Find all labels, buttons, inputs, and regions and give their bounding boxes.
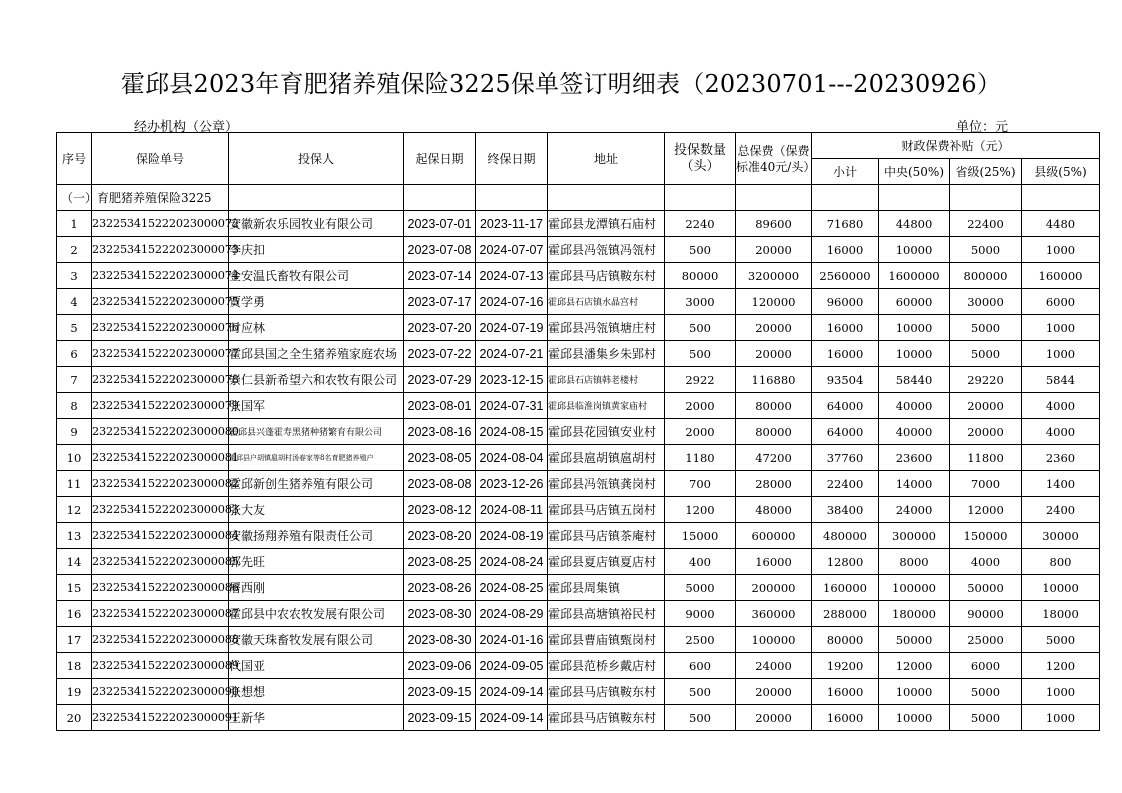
row-subtotal: 480000 [812, 523, 879, 549]
header-seq: 序号 [57, 133, 92, 185]
row-county: 5844 [1022, 367, 1100, 393]
row-subtotal: 16000 [812, 315, 879, 341]
row-subtotal: 64000 [812, 393, 879, 419]
row-address: 霍邱县冯瓴镇龚岗村 [548, 471, 665, 497]
row-subtotal: 38400 [812, 497, 879, 523]
row-start-date: 2023-08-25 [404, 549, 476, 575]
header-quantity: 投保数量（头） [665, 133, 736, 185]
row-start-date: 2023-07-14 [404, 263, 476, 289]
row-end-date: 2023-12-15 [476, 367, 548, 393]
table-row [57, 393, 1100, 419]
row-county: 1000 [1022, 679, 1100, 705]
table-row [57, 601, 1100, 627]
row-address: 霍邱县周集镇 [548, 575, 665, 601]
row-quantity: 500 [665, 341, 736, 367]
row-address: 霍邱县高塘镇裕民村 [548, 601, 665, 627]
row-quantity: 2000 [665, 393, 736, 419]
row-start-date: 2023-08-26 [404, 575, 476, 601]
table-row [57, 679, 1100, 705]
row-province: 6000 [950, 653, 1022, 679]
policy-table [56, 132, 1100, 731]
row-total-premium: 28000 [736, 471, 812, 497]
section-row [57, 185, 1100, 211]
row-end-date: 2024-08-29 [476, 601, 548, 627]
table-row [57, 471, 1100, 497]
row-seq: 20 [57, 705, 92, 731]
row-insured: 张想想 [229, 679, 404, 705]
table-row [57, 315, 1100, 341]
header-province: 省级(25%) [950, 159, 1022, 185]
row-end-date: 2024-07-13 [476, 263, 548, 289]
row-county: 10000 [1022, 575, 1100, 601]
row-start-date: 2023-08-08 [404, 471, 476, 497]
row-end-date: 2024-07-19 [476, 315, 548, 341]
row-policy-no: 232253415222023000089 [92, 653, 229, 679]
row-seq: 11 [57, 471, 92, 497]
row-end-date: 2024-08-24 [476, 549, 548, 575]
row-policy-no: 232253415222023000091 [92, 705, 229, 731]
row-central: 10000 [879, 705, 950, 731]
row-total-premium: 20000 [736, 705, 812, 731]
row-quantity: 600 [665, 653, 736, 679]
row-insured: 霍邱县中农农牧发展有限公司 [229, 601, 404, 627]
row-seq: 13 [57, 523, 92, 549]
header-policy-no: 保险单号 [92, 133, 229, 185]
row-county: 30000 [1022, 523, 1100, 549]
row-province: 11800 [950, 445, 1022, 471]
row-seq: 7 [57, 367, 92, 393]
row-insured: 张国军 [229, 393, 404, 419]
row-subtotal: 16000 [812, 237, 879, 263]
row-address: 霍邱县马店镇茶庵村 [548, 523, 665, 549]
row-total-premium: 120000 [736, 289, 812, 315]
row-end-date: 2023-11-17 [476, 211, 548, 237]
header-start-date: 起保日期 [404, 133, 476, 185]
header-subtotal: 小计 [812, 159, 879, 185]
row-end-date: 2024-07-07 [476, 237, 548, 263]
row-central: 10000 [879, 315, 950, 341]
row-quantity: 500 [665, 679, 736, 705]
row-central: 40000 [879, 393, 950, 419]
row-insured: 代国亚 [229, 653, 404, 679]
row-end-date: 2024-07-21 [476, 341, 548, 367]
table-row [57, 445, 1100, 471]
row-total-premium: 48000 [736, 497, 812, 523]
row-central: 60000 [879, 289, 950, 315]
row-county: 4000 [1022, 419, 1100, 445]
header-end-date: 终保日期 [476, 133, 548, 185]
row-policy-no: 232253415222023000073 [92, 237, 229, 263]
row-central: 10000 [879, 679, 950, 705]
row-county: 2400 [1022, 497, 1100, 523]
row-quantity: 400 [665, 549, 736, 575]
row-start-date: 2023-08-20 [404, 523, 476, 549]
row-start-date: 2023-07-29 [404, 367, 476, 393]
row-end-date: 2024-01-16 [476, 627, 548, 653]
row-insured: 张大友 [229, 497, 404, 523]
header-total-premium: 总保费（保费标准40元/头） [736, 133, 812, 185]
row-central: 58440 [879, 367, 950, 393]
row-quantity: 80000 [665, 263, 736, 289]
row-seq: 5 [57, 315, 92, 341]
row-central: 44800 [879, 211, 950, 237]
row-quantity: 15000 [665, 523, 736, 549]
row-insured: 李庆扣 [229, 237, 404, 263]
row-quantity: 3000 [665, 289, 736, 315]
unit-label: 单位：元 [956, 120, 1009, 135]
row-end-date: 2024-09-14 [476, 705, 548, 731]
row-province: 30000 [950, 289, 1022, 315]
row-insured: 霍邱县户胡镇扈胡村汤春家等8名育肥猪养殖户 [229, 445, 404, 471]
row-insured: 金安温氏畜牧有限公司 [229, 263, 404, 289]
row-seq: 14 [57, 549, 92, 575]
row-policy-no: 232253415222023000083 [92, 497, 229, 523]
row-end-date: 2024-08-15 [476, 419, 548, 445]
row-seq: 4 [57, 289, 92, 315]
row-county: 18000 [1022, 601, 1100, 627]
row-insured: 霍邱县国之全生猪养殖家庭农场 [229, 341, 404, 367]
row-subtotal: 93504 [812, 367, 879, 393]
row-address: 霍邱县曹庙镇甄岗村 [548, 627, 665, 653]
row-insured: 贾学勇 [229, 289, 404, 315]
row-policy-no: 232253415222023000082 [92, 471, 229, 497]
row-province: 5000 [950, 705, 1022, 731]
row-quantity: 2922 [665, 367, 736, 393]
row-total-premium: 16000 [736, 549, 812, 575]
row-province: 20000 [950, 393, 1022, 419]
row-address: 霍邱县石店镇韩老楼村 [548, 367, 665, 393]
row-province: 5000 [950, 679, 1022, 705]
row-start-date: 2023-07-01 [404, 211, 476, 237]
row-province: 5000 [950, 341, 1022, 367]
row-quantity: 500 [665, 315, 736, 341]
row-insured: 王新华 [229, 705, 404, 731]
row-total-premium: 24000 [736, 653, 812, 679]
row-seq: 1 [57, 211, 92, 237]
row-subtotal: 16000 [812, 679, 879, 705]
row-seq: 8 [57, 393, 92, 419]
row-county: 800 [1022, 549, 1100, 575]
row-address: 霍邱县临淮岗镇黄家庙村 [548, 393, 665, 419]
row-end-date: 2024-08-19 [476, 523, 548, 549]
row-central: 300000 [879, 523, 950, 549]
row-province: 29220 [950, 367, 1022, 393]
row-seq: 15 [57, 575, 92, 601]
row-quantity: 700 [665, 471, 736, 497]
table-row [57, 419, 1100, 445]
row-seq: 2 [57, 237, 92, 263]
row-total-premium: 80000 [736, 419, 812, 445]
row-address: 霍邱县龙潭镇石庙村 [548, 211, 665, 237]
row-end-date: 2024-08-04 [476, 445, 548, 471]
row-seq: 16 [57, 601, 92, 627]
row-province: 150000 [950, 523, 1022, 549]
row-insured: 霍邱新创生猪养殖有限公司 [229, 471, 404, 497]
row-total-premium: 600000 [736, 523, 812, 549]
section-label: （一）育肥猪养殖保险3225 [57, 185, 92, 211]
row-subtotal: 71680 [812, 211, 879, 237]
row-subtotal: 160000 [812, 575, 879, 601]
header-county: 县级(5%) [1022, 159, 1100, 185]
header-address: 地址 [548, 133, 665, 185]
row-seq: 6 [57, 341, 92, 367]
row-end-date: 2024-08-11 [476, 497, 548, 523]
row-seq: 18 [57, 653, 92, 679]
row-start-date: 2023-08-05 [404, 445, 476, 471]
row-start-date: 2023-08-30 [404, 601, 476, 627]
row-end-date: 2024-09-14 [476, 679, 548, 705]
row-subtotal: 22400 [812, 471, 879, 497]
row-policy-no: 232253415222023000088 [92, 627, 229, 653]
row-address: 霍邱县花园镇安业村 [548, 419, 665, 445]
row-quantity: 1180 [665, 445, 736, 471]
row-insured: 安徽扬翔养殖有限责任公司 [229, 523, 404, 549]
row-start-date: 2023-09-06 [404, 653, 476, 679]
row-province: 20000 [950, 419, 1022, 445]
row-province: 25000 [950, 627, 1022, 653]
table-row [57, 263, 1100, 289]
row-insured: 霍邱县兴蓬霍寿黑猪种猪繁育有限公司 [229, 419, 404, 445]
row-end-date: 2024-07-16 [476, 289, 548, 315]
table-row [57, 237, 1100, 263]
row-total-premium: 20000 [736, 315, 812, 341]
row-subtotal: 16000 [812, 341, 879, 367]
row-total-premium: 20000 [736, 679, 812, 705]
org-label: 经办机构（公章） [134, 120, 239, 135]
row-start-date: 2023-09-15 [404, 679, 476, 705]
row-quantity: 5000 [665, 575, 736, 601]
row-total-premium: 89600 [736, 211, 812, 237]
row-subtotal: 2560000 [812, 263, 879, 289]
row-quantity: 2000 [665, 419, 736, 445]
row-start-date: 2023-08-16 [404, 419, 476, 445]
row-subtotal: 12800 [812, 549, 879, 575]
row-policy-no: 232253415222023000086 [92, 575, 229, 601]
row-subtotal: 19200 [812, 653, 879, 679]
row-county: 1000 [1022, 341, 1100, 367]
row-county: 1000 [1022, 705, 1100, 731]
row-insured: 屠西刚 [229, 575, 404, 601]
row-policy-no: 232253415222023000072 [92, 211, 229, 237]
row-central: 40000 [879, 419, 950, 445]
row-address: 霍邱县扈胡镇扈胡村 [548, 445, 665, 471]
row-start-date: 2023-07-22 [404, 341, 476, 367]
row-total-premium: 116880 [736, 367, 812, 393]
row-total-premium: 20000 [736, 341, 812, 367]
table-row [57, 497, 1100, 523]
row-subtotal: 16000 [812, 705, 879, 731]
row-county: 1200 [1022, 653, 1100, 679]
row-policy-no: 232253415222023000085 [92, 549, 229, 575]
header-insured: 投保人 [229, 133, 404, 185]
table-row [57, 523, 1100, 549]
row-start-date: 2023-08-01 [404, 393, 476, 419]
row-province: 90000 [950, 601, 1022, 627]
row-province: 12000 [950, 497, 1022, 523]
row-start-date: 2023-07-17 [404, 289, 476, 315]
row-address: 霍邱县冯瓴镇冯瓴村 [548, 237, 665, 263]
table-row [57, 653, 1100, 679]
table-row [57, 549, 1100, 575]
row-province: 5000 [950, 315, 1022, 341]
row-central: 50000 [879, 627, 950, 653]
row-address: 霍邱县马店镇五岗村 [548, 497, 665, 523]
row-seq: 12 [57, 497, 92, 523]
row-start-date: 2023-08-30 [404, 627, 476, 653]
row-end-date: 2023-12-26 [476, 471, 548, 497]
row-policy-no: 232253415222023000077 [92, 341, 229, 367]
row-subtotal: 37760 [812, 445, 879, 471]
row-central: 180000 [879, 601, 950, 627]
row-central: 23600 [879, 445, 950, 471]
row-province: 800000 [950, 263, 1022, 289]
row-county: 160000 [1022, 263, 1100, 289]
row-seq: 19 [57, 679, 92, 705]
row-policy-no: 232253415222023000075 [92, 289, 229, 315]
row-county: 1400 [1022, 471, 1100, 497]
document-title: 霍邱县2023年育肥猪养殖保险3225保单签订明细表（20230701---20230926） [120, 70, 1002, 98]
row-central: 14000 [879, 471, 950, 497]
row-start-date: 2023-08-12 [404, 497, 476, 523]
row-address: 霍邱县范桥乡戴店村 [548, 653, 665, 679]
row-county: 6000 [1022, 289, 1100, 315]
row-county: 4000 [1022, 393, 1100, 419]
row-policy-no: 232253415222023000087 [92, 601, 229, 627]
row-insured: 郭先旺 [229, 549, 404, 575]
row-total-premium: 200000 [736, 575, 812, 601]
header-row-1 [57, 133, 1100, 159]
row-county: 1000 [1022, 237, 1100, 263]
row-start-date: 2023-09-15 [404, 705, 476, 731]
row-quantity: 500 [665, 705, 736, 731]
row-county: 1000 [1022, 315, 1100, 341]
row-county: 4480 [1022, 211, 1100, 237]
row-quantity: 2500 [665, 627, 736, 653]
row-central: 10000 [879, 237, 950, 263]
row-subtotal: 96000 [812, 289, 879, 315]
table-row [57, 575, 1100, 601]
row-address: 霍邱县夏店镇夏店村 [548, 549, 665, 575]
row-address: 霍邱县冯瓴镇塘庄村 [548, 315, 665, 341]
row-policy-no: 232253415222023000074 [92, 263, 229, 289]
row-central: 12000 [879, 653, 950, 679]
table-row [57, 367, 1100, 393]
row-policy-no: 232253415222023000090 [92, 679, 229, 705]
header-central: 中央(50%) [879, 159, 950, 185]
row-seq: 17 [57, 627, 92, 653]
table-row [57, 705, 1100, 731]
row-seq: 3 [57, 263, 92, 289]
table-row [57, 211, 1100, 237]
row-total-premium: 360000 [736, 601, 812, 627]
row-total-premium: 3200000 [736, 263, 812, 289]
table-row [57, 627, 1100, 653]
row-province: 50000 [950, 575, 1022, 601]
row-total-premium: 100000 [736, 627, 812, 653]
row-address: 霍邱县马店镇鞍东村 [548, 705, 665, 731]
row-address: 霍邱县石店镇水晶宫村 [548, 289, 665, 315]
table-row [57, 289, 1100, 315]
row-end-date: 2024-09-05 [476, 653, 548, 679]
row-quantity: 1200 [665, 497, 736, 523]
row-quantity: 500 [665, 237, 736, 263]
row-address: 霍邱县潘集乡朱郢村 [548, 341, 665, 367]
row-subtotal: 288000 [812, 601, 879, 627]
row-total-premium: 47200 [736, 445, 812, 471]
row-subtotal: 64000 [812, 419, 879, 445]
row-province: 5000 [950, 237, 1022, 263]
row-county: 2360 [1022, 445, 1100, 471]
row-central: 24000 [879, 497, 950, 523]
row-total-premium: 20000 [736, 237, 812, 263]
table-row [57, 341, 1100, 367]
row-quantity: 9000 [665, 601, 736, 627]
row-central: 10000 [879, 341, 950, 367]
row-start-date: 2023-07-08 [404, 237, 476, 263]
row-subtotal: 80000 [812, 627, 879, 653]
row-county: 5000 [1022, 627, 1100, 653]
row-insured: 安徽天珠畜牧发展有限公司 [229, 627, 404, 653]
row-insured: 安徽新农乐园牧业有限公司 [229, 211, 404, 237]
row-policy-no: 232253415222023000081 [92, 445, 229, 471]
row-province: 22400 [950, 211, 1022, 237]
row-central: 100000 [879, 575, 950, 601]
row-policy-no: 232253415222023000078 [92, 367, 229, 393]
row-central: 8000 [879, 549, 950, 575]
row-central: 1600000 [879, 263, 950, 289]
row-province: 4000 [950, 549, 1022, 575]
row-end-date: 2024-07-31 [476, 393, 548, 419]
row-quantity: 2240 [665, 211, 736, 237]
row-address: 霍邱县马店镇鞍东村 [548, 263, 665, 289]
row-end-date: 2024-08-25 [476, 575, 548, 601]
row-seq: 10 [57, 445, 92, 471]
row-insured: 崇仁县新希望六和农牧有限公司 [229, 367, 404, 393]
row-start-date: 2023-07-20 [404, 315, 476, 341]
row-total-premium: 80000 [736, 393, 812, 419]
row-province: 7000 [950, 471, 1022, 497]
row-seq: 9 [57, 419, 92, 445]
row-policy-no: 232253415222023000080 [92, 419, 229, 445]
row-policy-no: 232253415222023000079 [92, 393, 229, 419]
row-address: 霍邱县马店镇鞍东村 [548, 679, 665, 705]
row-insured: 时应林 [229, 315, 404, 341]
header-subsidy: 财政保费补贴（元） [812, 133, 1100, 159]
row-policy-no: 232253415222023000084 [92, 523, 229, 549]
row-policy-no: 232253415222023000076 [92, 315, 229, 341]
